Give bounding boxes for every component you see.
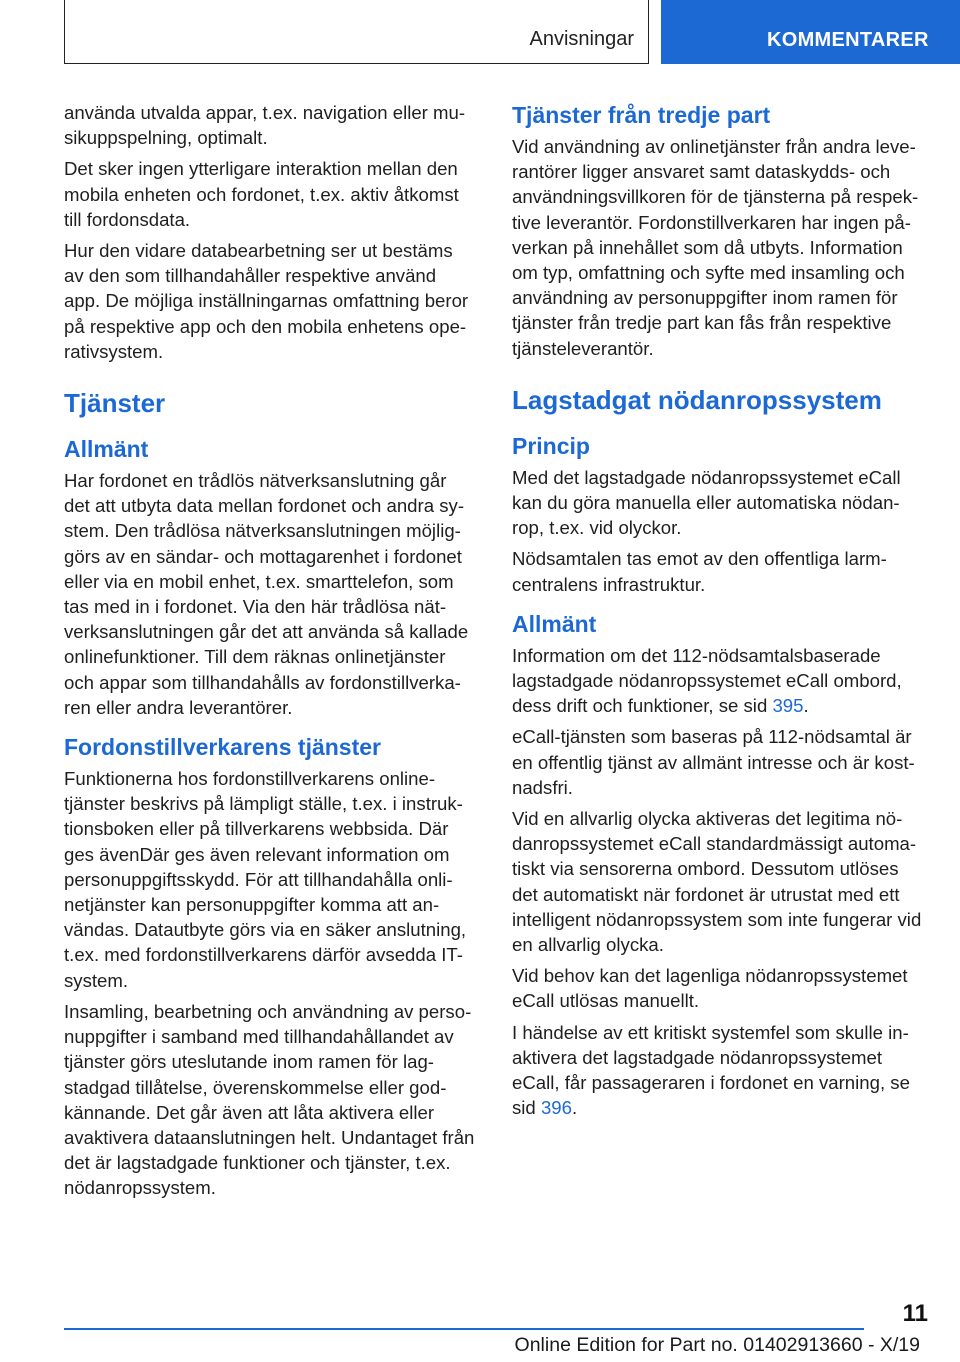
paragraph: Insamling, bearbetning och användning av perso-nuppgifter i samband med tillhandahållandet av tjänster görs uteslutande inom ramen för lag-stadgad tillåtelse, överenskommelse eller god-kännande. Det går även att låta aktivera eller avaktivera dataanslutningen helt. Undantaget från det är lagstadgade funktioner och tjänster, t.ex. nödanropssystem.	[64, 1000, 475, 1199]
paragraph: Det sker ingen ytterligare interaktion mellan den mobila enheten och fordonet, t.ex. aktiv åtkomst till fordonsdata.	[64, 158, 459, 230]
paragraph: Vid användning av onlinetjänster från andra leve-rantörer ligger ansvaret samt dataskydds- och användningsvillkoren för de tjänsterna på respek-tive leverantör. Fordonstillverkaren har ingen på-verkan på innehållet som då utbyts. Information om typ, omfattning och syfte med insamling och användning av personuppgifter inom ramen för tjänster från tredje part kan fås från respektive tjänsteleverantör.	[512, 136, 919, 359]
paragraph: Har fordonet en trådlös nätverksanslutning går det att utbyta data mellan fordonet och andra sy-stem. Den trådlösa nätverksanslutningen möjlig-görs av en sändar- och mottagarenhet i fordonet eller via en mobil enhet, t.ex. smarttelefon, som tas med in i fordonet. Via den här trådlösa nät-verksanslutningen går det att använda så kallade onlinefunktioner. Till dem räknas onlinetjänster och appar som tillhandahålls av fordonstillverka-ren eller andra leverantörer.	[64, 470, 469, 718]
paragraph: Vid behov kan det lagenliga nödanropssystemet eCall utlösas manuellt.	[512, 965, 908, 1012]
subheading-manufacturer-services: Fordonstillverkarens tjänster	[64, 734, 381, 761]
paragraph: använda utvalda appar, t.ex. navigation eller mu-sikuppspelning, optimalt.	[64, 102, 466, 149]
header-section-title: Anvisningar	[529, 28, 634, 50]
paragraph-text: I händelse av ett kritiskt systemfel som skulle in-aktivera det lagstadgade nödanropssystemet eCall, får passageraren i fordonet en varning, se sid	[512, 1021, 910, 1119]
page-number: 11	[902, 1300, 928, 1327]
subheading-principle: Princip	[512, 432, 590, 459]
subheading-general: Allmänt	[512, 610, 597, 637]
paragraph: Hur den vidare databearbetning ser ut bestäms av den som tillhandahåller respektive använd app. De möjliga inställningarnas omfattning beror på respektive app och den mobila enhetens ope-rativsystem.	[64, 240, 469, 362]
header-frame	[64, 0, 649, 64]
left-column	[64, 100, 476, 1207]
page-link-396[interactable]: 396	[540, 1097, 572, 1119]
section-heading-emergency-call: Lagstadgat nödanropssystem	[512, 384, 882, 415]
paragraph: eCall-tjänsten som baseras på 112-nödsamtal är en offentlig tjänst av allmänt intresse och är kost-nadsfri.	[512, 726, 915, 798]
paragraph: Nödsamtalen tas emot av den offentliga larm-centralens infrastruktur.	[512, 548, 887, 595]
paragraph: Funktionerna hos fordonstillverkarens online-tjänster beskrivs på lämpligt ställe, t.ex. i instruk-tionsboken eller på tillverkarens webbsida. Där ges ävenDär ges även relevant information om personuppgiftsskydd. För att tillhandahålla onli-netjänster kan personuppgifter komma att an-vändas. Datautbyte görs via en säker anslutning, t.ex. med fordonstillverkarens därför avsedda IT-system.	[64, 768, 467, 991]
header-tab-comments[interactable]: KOMMENTARER	[661, 0, 960, 64]
footer-edition-text: Online Edition for Part no. 01402913660 - X/19	[514, 1334, 920, 1356]
paragraph-end: .	[803, 695, 809, 717]
page-link-395[interactable]: 395	[772, 695, 804, 717]
section-heading-services: Tjänster	[64, 388, 166, 419]
paragraph-end: .	[571, 1097, 578, 1119]
subheading-general: Allmänt	[64, 436, 149, 463]
right-column	[512, 100, 924, 1127]
paragraph	[512, 1020, 924, 1121]
paragraph: Vid en allvarlig olycka aktiveras det legitima nö-danropssystemet eCall standardmässigt automa-tiskt via sensorerna ombord. Dessutom utlöses det automatiskt när fordonet är utrustat med ett intelligent nödanropssystem som inte fungerar vid en allvarlig olycka.	[512, 808, 922, 956]
paragraph-text: Information om det 112-nödsamtalsbaserade lagstadgade nödanropssystemet eCall ombord, dess drift och funktioner, se sid	[512, 644, 902, 717]
paragraph: Med det lagstadgade nödanropssystemet eCall kan du göra manuella eller automatiska nödan-rop, t.ex. vid olyckor.	[512, 466, 901, 539]
paragraph	[512, 643, 924, 719]
footer-divider	[64, 1328, 864, 1330]
subheading-third-party-services: Tjänster från tredje part	[512, 102, 771, 128]
